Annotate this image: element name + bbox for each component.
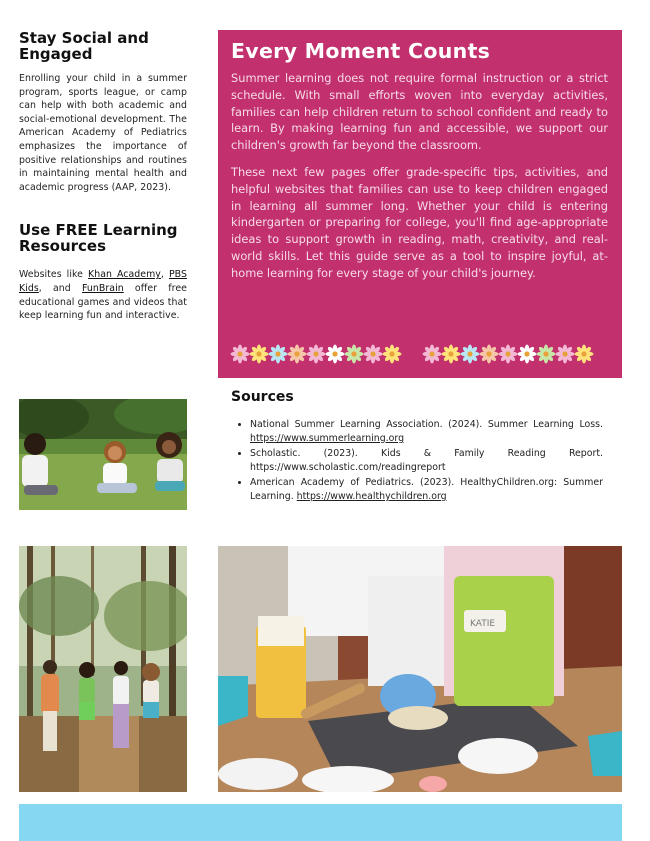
- flower-icon: [231, 345, 250, 364]
- funbrain-link[interactable]: FunBrain: [81, 282, 124, 294]
- flower-icon: [537, 345, 556, 364]
- sources-list: [231, 418, 603, 504]
- flower-icon: [499, 345, 518, 364]
- source-link[interactable]: https://www.healthychildren.org: [296, 490, 447, 502]
- flower-icon: [480, 345, 499, 364]
- khan-academy-link[interactable]: Khan Academy: [88, 269, 161, 281]
- resources-text-before: Websites like: [19, 269, 88, 281]
- resources-heading: Use FREE Learning Resources: [19, 221, 178, 256]
- every-moment-counts-box: [218, 30, 622, 378]
- flower-icon: [461, 345, 480, 364]
- source-item: • American Academy of Pediatrics. (2023). HealthyChildren.org: Summer Learning. https://www.healthychildren.org: [250, 476, 603, 504]
- flower-icon: [345, 345, 364, 364]
- flower-icon: [518, 345, 537, 364]
- kids-baking-photo: [218, 546, 622, 792]
- flower-icon: [269, 345, 288, 364]
- resources-text-after: offer free educational games and videos that keep learning fun and interactive.: [19, 282, 187, 322]
- flower-icon: [442, 345, 461, 364]
- flower-icon: [364, 345, 383, 364]
- source-item: • Scholastic. (2023). Kids & Family Reading Report. https://www.scholastic.com/readingreport: [250, 447, 603, 475]
- separator: ,: [160, 269, 169, 281]
- social-heading: Stay Social and Engaged: [19, 29, 149, 63]
- source-item: • National Summer Learning Association. (2024). Summer Learning Loss. https://www.summerlearning.org: [250, 418, 603, 446]
- feature-title: Every Moment Counts: [231, 39, 491, 63]
- flower-icon: [288, 345, 307, 364]
- flower-icon: [383, 345, 402, 364]
- resources-paragraph: [19, 268, 187, 322]
- flower-icon: [307, 345, 326, 364]
- separator: , and: [38, 282, 82, 294]
- svg-text:KATIE: KATIE: [470, 619, 496, 629]
- social-paragraph: Enrolling your child in a summer program, sports league, or camp can help with both academic and social-emotional development. The American Academy of Pediatrics emphasizes the importance of positive relationships and routines in maintaining mental health and academic progress (AAP, 2023).: [19, 73, 187, 193]
- sources-section: [231, 389, 603, 505]
- flower-icon: [326, 345, 345, 364]
- flower-icon: [423, 345, 442, 364]
- flower-icon: [250, 345, 269, 364]
- kids-walking-forest-photo: [19, 546, 187, 792]
- pbs-kids-link[interactable]: PBS Kids: [19, 269, 187, 294]
- source-link[interactable]: https://www.summerlearning.org: [250, 432, 405, 444]
- flower-border-decoration: [230, 344, 610, 364]
- flower-icon: [575, 345, 594, 364]
- left-column: [19, 30, 187, 323]
- feature-paragraph-2: These next few pages offer grade-specific tips, activities, and helpful websites that families can use to keep children engaged in learning all summer long. Whether your child is entering kindergarten or preparing for college, you'll find age-appropriate ideas to support growth in reading, math, creativity, and real-world skills. Let this guide serve as a tool to inspire joyful, at-home learning for every stage of your child's journey.: [231, 164, 608, 280]
- kids-on-grass-photo: [19, 399, 187, 510]
- sources-title: Sources: [231, 389, 294, 405]
- footer-color-bar: [19, 804, 622, 841]
- feature-paragraph-1: Summer learning does not require formal instruction or a strict schedule. With small efforts woven into everyday activities, families can help children return to school confident and ready to learn. By making learning fun and accessible, we support our children's growth far beyond the classroom.: [231, 71, 608, 153]
- flower-icon: [556, 345, 575, 364]
